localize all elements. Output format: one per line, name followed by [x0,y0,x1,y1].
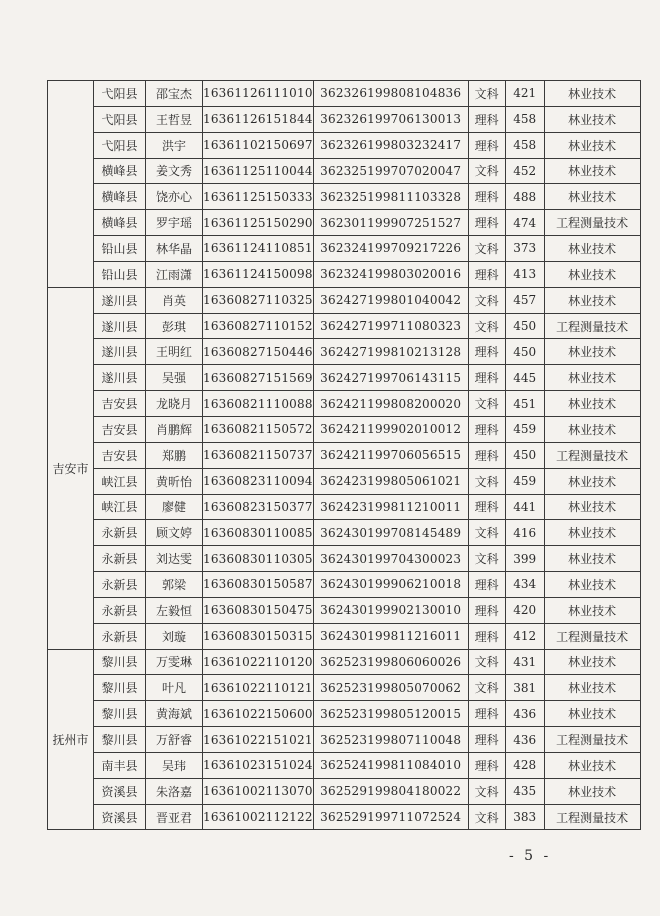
county-cell: 永新县 [94,572,146,598]
exam-number-cell: 16360830150475 [203,597,314,623]
subject-cell: 理科 [468,132,505,158]
county-cell: 资溪县 [94,778,146,804]
table-row [48,236,641,262]
table-row [48,391,641,417]
major-cell: 林业技术 [544,468,640,494]
exam-number-cell: 16360827110325 [203,287,314,313]
table-row [48,468,641,494]
id-number-cell: 362430199811216011 [313,623,468,649]
score-cell: 459 [505,468,544,494]
name-cell: 邵宝杰 [146,81,203,107]
major-cell: 林业技术 [544,494,640,520]
score-cell: 383 [505,804,544,830]
name-cell: 彭琪 [146,313,203,339]
exam-number-cell: 16361102150697 [203,132,314,158]
score-cell: 450 [505,313,544,339]
id-number-cell: 362523199806060026 [313,649,468,675]
id-number-cell: 362430199906210018 [313,572,468,598]
score-cell: 452 [505,158,544,184]
name-cell: 晋亚君 [146,804,203,830]
id-number-cell: 362523199807110048 [313,727,468,753]
id-number-cell: 362325199811103328 [313,184,468,210]
table-row [48,210,641,236]
county-cell: 弋阳县 [94,132,146,158]
county-cell: 黎川县 [94,675,146,701]
table-row [48,494,641,520]
subject-cell: 理科 [468,752,505,778]
county-cell: 黎川县 [94,727,146,753]
id-number-cell: 362427199706143115 [313,365,468,391]
major-cell: 林业技术 [544,106,640,132]
county-cell: 永新县 [94,623,146,649]
score-cell: 431 [505,649,544,675]
exam-number-cell: 16361124150098 [203,261,314,287]
major-cell: 林业技术 [544,158,640,184]
name-cell: 左毅恒 [146,597,203,623]
county-cell: 黎川县 [94,701,146,727]
name-cell: 万舒睿 [146,727,203,753]
id-number-cell: 362421199902010012 [313,416,468,442]
subject-cell: 文科 [468,81,505,107]
major-cell: 林业技术 [544,365,640,391]
major-cell: 林业技术 [544,391,640,417]
county-cell: 永新县 [94,597,146,623]
major-cell: 工程测量技术 [544,210,640,236]
exam-number-cell: 16360821150737 [203,442,314,468]
exam-number-cell: 16361022151021 [203,727,314,753]
name-cell: 顾文婷 [146,520,203,546]
county-cell: 黎川县 [94,649,146,675]
score-cell: 458 [505,132,544,158]
major-cell: 林业技术 [544,572,640,598]
name-cell: 江雨潇 [146,261,203,287]
county-cell: 横峰县 [94,158,146,184]
exam-number-cell: 16361125110044 [203,158,314,184]
score-cell: 381 [505,675,544,701]
exam-number-cell: 16361124110851 [203,236,314,262]
county-cell: 遂川县 [94,313,146,339]
subject-cell: 文科 [468,391,505,417]
name-cell: 龙晓月 [146,391,203,417]
subject-cell: 文科 [468,778,505,804]
table-row [48,623,641,649]
score-cell: 435 [505,778,544,804]
table-row [48,752,641,778]
subject-cell: 理科 [468,210,505,236]
exam-number-cell: 16361126111010 [203,81,314,107]
name-cell: 罗宇瑶 [146,210,203,236]
exam-number-cell: 16361022110121 [203,675,314,701]
county-cell: 弋阳县 [94,106,146,132]
score-cell: 488 [505,184,544,210]
score-cell: 421 [505,81,544,107]
exam-number-cell: 16360821150572 [203,416,314,442]
exam-number-cell: 16361125150290 [203,210,314,236]
subject-cell: 理科 [468,416,505,442]
major-cell: 林业技术 [544,184,640,210]
county-cell: 遂川县 [94,365,146,391]
subject-cell: 文科 [468,649,505,675]
subject-cell: 理科 [468,365,505,391]
name-cell: 吴强 [146,365,203,391]
id-number-cell: 362324199803020016 [313,261,468,287]
table-row [48,649,641,675]
id-number-cell: 362325199707020047 [313,158,468,184]
county-cell: 遂川县 [94,339,146,365]
table-row [48,287,641,313]
subject-cell: 理科 [468,701,505,727]
id-number-cell: 362430199902130010 [313,597,468,623]
county-cell: 弋阳县 [94,81,146,107]
subject-cell: 理科 [468,442,505,468]
name-cell: 郭梁 [146,572,203,598]
table-row [48,416,641,442]
subject-cell: 理科 [468,339,505,365]
county-cell: 峡江县 [94,468,146,494]
score-cell: 474 [505,210,544,236]
score-cell: 412 [505,623,544,649]
table-row [48,572,641,598]
county-cell: 资溪县 [94,804,146,830]
major-cell: 林业技术 [544,752,640,778]
major-cell: 林业技术 [544,546,640,572]
major-cell: 林业技术 [544,261,640,287]
name-cell: 洪宇 [146,132,203,158]
subject-cell: 文科 [468,158,505,184]
score-cell: 450 [505,442,544,468]
county-cell: 横峰县 [94,210,146,236]
table-row [48,106,641,132]
subject-cell: 理科 [468,597,505,623]
table-row [48,727,641,753]
id-number-cell: 362427199810213128 [313,339,468,365]
exam-number-cell: 16360827151569 [203,365,314,391]
page-number: - 5 - [509,848,552,864]
name-cell: 郑鹏 [146,442,203,468]
score-cell: 451 [505,391,544,417]
id-number-cell: 362301199907251527 [313,210,468,236]
score-cell: 428 [505,752,544,778]
name-cell: 吴玮 [146,752,203,778]
subject-cell: 文科 [468,804,505,830]
score-cell: 457 [505,287,544,313]
name-cell: 王明红 [146,339,203,365]
exam-number-cell: 16361125150333 [203,184,314,210]
table-row [48,675,641,701]
major-cell: 工程测量技术 [544,313,640,339]
subject-cell: 文科 [468,675,505,701]
name-cell: 黄昕怡 [146,468,203,494]
county-cell: 横峰县 [94,184,146,210]
county-cell: 吉安县 [94,391,146,417]
major-cell: 工程测量技术 [544,804,640,830]
exam-number-cell: 16360830150587 [203,572,314,598]
city-cell [48,81,94,288]
major-cell: 工程测量技术 [544,442,640,468]
id-number-cell: 362529199711072524 [313,804,468,830]
name-cell: 刘璇 [146,623,203,649]
table-row [48,339,641,365]
score-cell: 373 [505,236,544,262]
table-row [48,158,641,184]
table-row [48,81,641,107]
table-row [48,701,641,727]
id-number-cell: 362421199808200020 [313,391,468,417]
table-body [48,81,641,830]
name-cell: 叶凡 [146,675,203,701]
major-cell: 工程测量技术 [544,623,640,649]
subject-cell: 文科 [468,546,505,572]
name-cell: 饶亦心 [146,184,203,210]
score-cell: 445 [505,365,544,391]
exam-number-cell: 16361023151024 [203,752,314,778]
id-number-cell: 362421199706056515 [313,442,468,468]
major-cell: 工程测量技术 [544,727,640,753]
score-cell: 420 [505,597,544,623]
table-row [48,520,641,546]
subject-cell: 文科 [468,520,505,546]
score-cell: 436 [505,701,544,727]
score-cell: 399 [505,546,544,572]
county-cell: 吉安县 [94,416,146,442]
id-number-cell: 362523199805120015 [313,701,468,727]
exam-number-cell: 16361002112122 [203,804,314,830]
major-cell: 林业技术 [544,649,640,675]
county-cell: 永新县 [94,520,146,546]
id-number-cell: 362427199711080323 [313,313,468,339]
score-cell: 416 [505,520,544,546]
name-cell: 朱洛嘉 [146,778,203,804]
id-number-cell: 362326199808104836 [313,81,468,107]
table-row [48,261,641,287]
score-cell: 441 [505,494,544,520]
score-cell: 459 [505,416,544,442]
subject-cell: 文科 [468,313,505,339]
id-number-cell: 362326199803232417 [313,132,468,158]
id-number-cell: 362430199708145489 [313,520,468,546]
id-number-cell: 362427199801040042 [313,287,468,313]
major-cell: 林业技术 [544,236,640,262]
subject-cell: 理科 [468,572,505,598]
exam-number-cell: 16360823110094 [203,468,314,494]
major-cell: 林业技术 [544,701,640,727]
name-cell: 肖鹏辉 [146,416,203,442]
table-row [48,365,641,391]
exam-number-cell: 16360823150377 [203,494,314,520]
exam-number-cell: 16360830150315 [203,623,314,649]
county-cell: 铅山县 [94,236,146,262]
id-number-cell: 362529199804180022 [313,778,468,804]
score-cell: 450 [505,339,544,365]
admission-table [47,80,641,830]
county-cell: 南丰县 [94,752,146,778]
id-number-cell: 362326199706130013 [313,106,468,132]
table-row [48,313,641,339]
score-cell: 458 [505,106,544,132]
id-number-cell: 362430199704300023 [313,546,468,572]
subject-cell: 理科 [468,623,505,649]
exam-number-cell: 16361126151844 [203,106,314,132]
name-cell: 姜文秀 [146,158,203,184]
subject-cell: 理科 [468,106,505,132]
major-cell: 林业技术 [544,597,640,623]
score-cell: 436 [505,727,544,753]
major-cell: 林业技术 [544,132,640,158]
major-cell: 林业技术 [544,416,640,442]
name-cell: 万雯琳 [146,649,203,675]
major-cell: 林业技术 [544,520,640,546]
exam-number-cell: 16360830110305 [203,546,314,572]
county-cell: 吉安县 [94,442,146,468]
major-cell: 林业技术 [544,81,640,107]
exam-number-cell: 16361002113070 [203,778,314,804]
major-cell: 林业技术 [544,287,640,313]
subject-cell: 理科 [468,727,505,753]
subject-cell: 理科 [468,261,505,287]
exam-number-cell: 16360827150446 [203,339,314,365]
name-cell: 林华晶 [146,236,203,262]
table-row [48,597,641,623]
table-row [48,442,641,468]
exam-number-cell: 16361022150600 [203,701,314,727]
name-cell: 刘达雯 [146,546,203,572]
exam-number-cell: 16360830110085 [203,520,314,546]
name-cell: 肖英 [146,287,203,313]
exam-number-cell: 16360827110152 [203,313,314,339]
subject-cell: 文科 [468,287,505,313]
name-cell: 廖健 [146,494,203,520]
id-number-cell: 362423199811210011 [313,494,468,520]
table-row [48,778,641,804]
name-cell: 王哲昱 [146,106,203,132]
subject-cell: 理科 [468,184,505,210]
county-cell: 铅山县 [94,261,146,287]
id-number-cell: 362523199805070062 [313,675,468,701]
major-cell: 林业技术 [544,339,640,365]
county-cell: 峡江县 [94,494,146,520]
city-cell: 吉安市 [48,287,94,649]
name-cell: 黄海斌 [146,701,203,727]
subject-cell: 文科 [468,236,505,262]
subject-cell: 文科 [468,468,505,494]
subject-cell: 理科 [468,494,505,520]
county-cell: 永新县 [94,546,146,572]
id-number-cell: 362324199709217226 [313,236,468,262]
major-cell: 林业技术 [544,778,640,804]
exam-number-cell: 16361022110120 [203,649,314,675]
id-number-cell: 362423199805061021 [313,468,468,494]
table-row [48,804,641,830]
table-row [48,132,641,158]
exam-number-cell: 16360821110088 [203,391,314,417]
score-cell: 413 [505,261,544,287]
score-cell: 434 [505,572,544,598]
table-row [48,546,641,572]
id-number-cell: 362524199811084010 [313,752,468,778]
city-cell: 抚州市 [48,649,94,830]
major-cell: 林业技术 [544,675,640,701]
county-cell: 遂川县 [94,287,146,313]
table-row [48,184,641,210]
